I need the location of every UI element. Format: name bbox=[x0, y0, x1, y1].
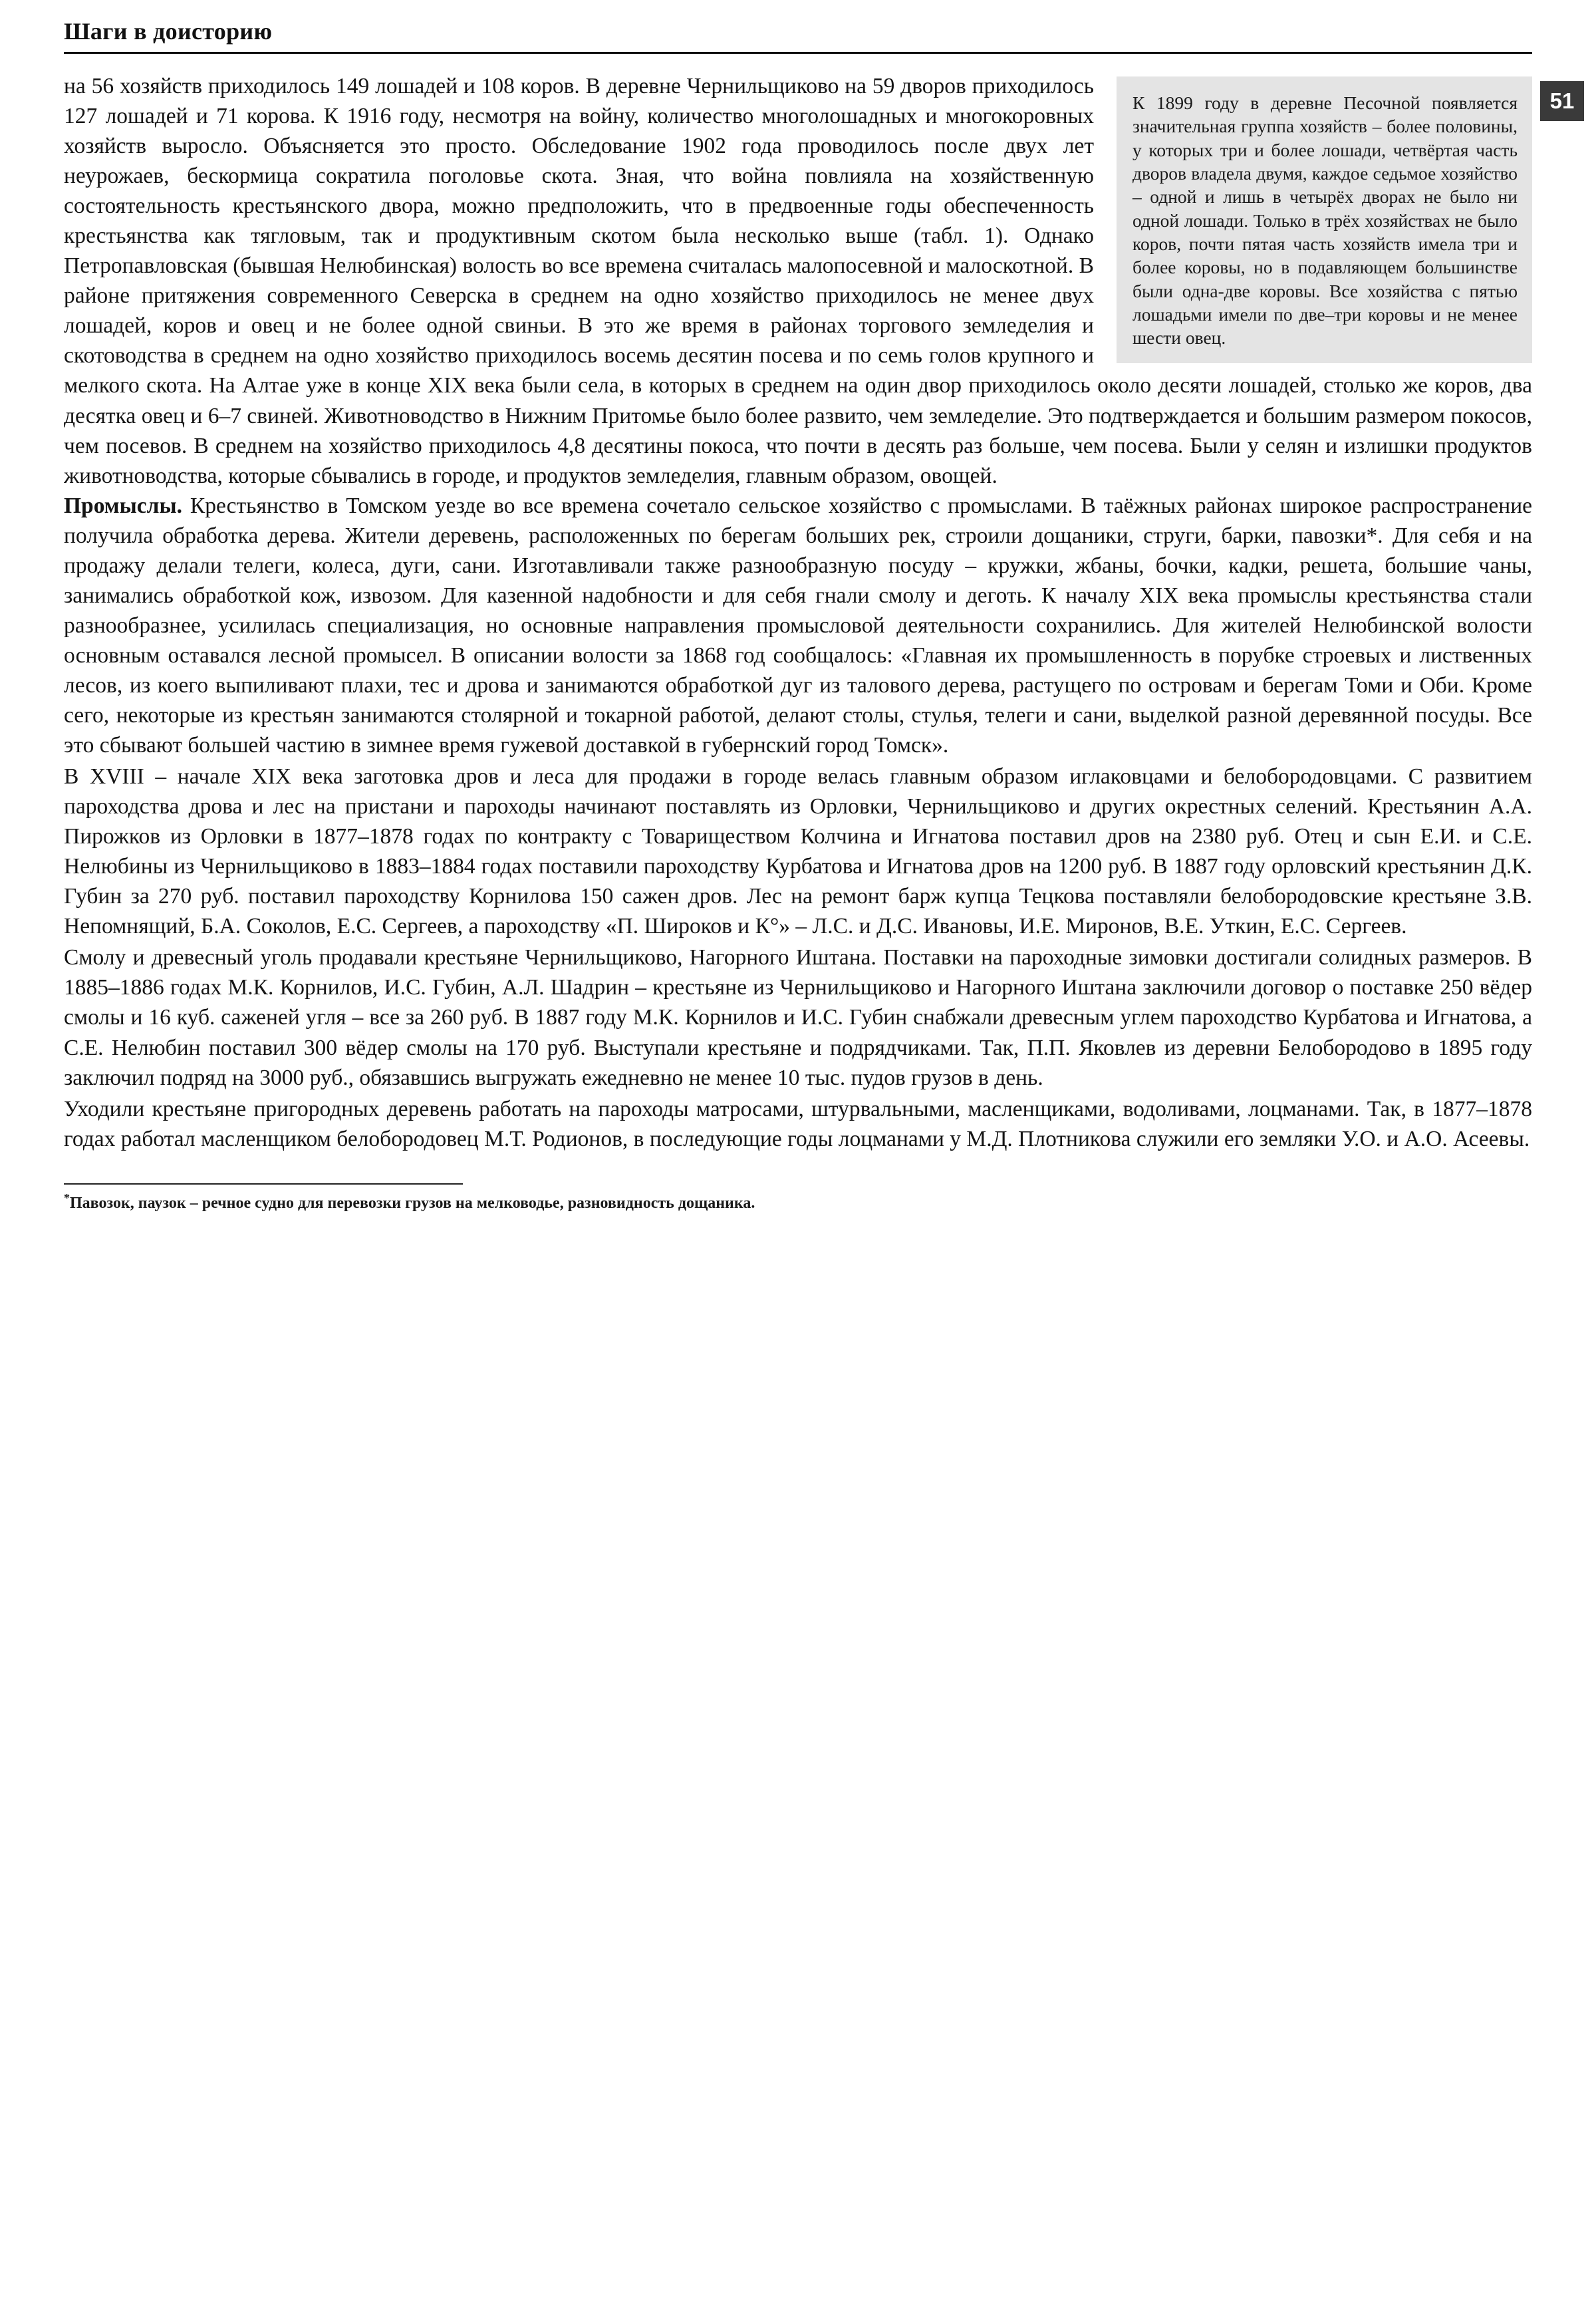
footnote-divider bbox=[64, 1183, 463, 1185]
running-head-divider bbox=[64, 52, 1532, 54]
paragraph-lead-in: Промыслы. bbox=[64, 493, 182, 518]
footnote-marker: * bbox=[64, 1191, 70, 1205]
paragraph: Уходили крестьяне пригородных деревень работать на пароходы матросами, штурвальными, масленщиками, водоливами, лоцманами. Так, в 1877–1878 годах работал масленщиком белобородовец М.Т. Родионов, в последующие годы лоцманами у М.Д. Плотникова служили его земляки У.О. и А.О. Асеевы. bbox=[64, 1096, 1532, 1151]
page-number-badge bbox=[1540, 81, 1584, 121]
footnote bbox=[64, 1191, 1532, 1213]
paragraph: Смолу и древесный уголь продавали крестьяне Чернильщиково, Нагорного Иштана. Поставки на пароходные зимовки достигали солидных размеров. В 1885–1886 годах М.К. Корнилов, И.С. Губин, А.Л. Шадрин – крестьяне из Чернильщиково и Нагорного Иштана заключили договор о поставке 250 вёдер смолы и 16 куб. саженей угля – все за 260 руб. В 1887 году М.К. Корнилов и И.С. Губин снабжали древесным углем пароходство Курбатова и Игнатова, а С.Е. Нелюбин поставил 300 вёдер смолы на 170 руб. Выступали крестьяне и подрядчиками. Так, П.П. Яковлев из деревни Белобородово в 1895 году заключил подряд на 3000 руб., обязавшись выгружать ежедневно не менее 10 тыс. пудов грузов в день. bbox=[64, 945, 1532, 1090]
sidebar-callout bbox=[1117, 76, 1532, 363]
running-head bbox=[64, 0, 1532, 45]
page-number: 51 bbox=[1549, 88, 1575, 113]
paragraph-text: Крестьянство в Томском уезде во все времена сочетало сельское хозяйство с промыслами. В таёжных районах широкое распространение получила обработка дерева. Жители деревень, расположенных по берегам больших рек, строили дощаники, струги, барки, павозки*. Для себя и на продажу делали телеги, колеса, дуги, сани. Изготавливали также разнообразную посуду – кружки, жбаны, бочки, кадки, решета, большие чаны, занимались обработкой кож, извозом. Для казенной надобности и для себя гнали смолу и деготь. К началу XIX века промыслы крестьянства стали разнообразнее, усилилась специализация, но основные направления промысловой деятельности сохранились. Для жителей Нелюбинской волости основным оставался лесной промысел. В описании волости за 1868 год сообщалось: «Главная их промышленность в порубке строевых и лиственных лесов, из коего выпиливают плахи, тес и дрова и занимаются обработкой дуг из талового дерева, растущего по островам и берегам Томи и Оби. Кроме сего, некоторые из крестьян занимаются столярной и токарной работой, делают столы, стулья, телеги и сани, выделкой разной деревянной посуды. Все это сбывают большей частию в зимнее время гужевой доставкой в губернский город Томск». bbox=[64, 493, 1532, 758]
paragraph: В XVIII – начале XIX века заготовка дров и леса для продажи в городе велась главным образом иглаковцами и белобородовцами. С развитием пароходства дрова и лес на пристани и пароходы начинают поставлять из Орловки, Чернильщиково и других окрестных селений. Крестьянин А.А. Пирожков из Орловки в 1877–1878 годах по контракту с Товариществом Колчина и Игнатова поставил дров на 2380 руб. Отец и сын Е.И. и С.Е. Нелюбины из Чернильщиково в 1883–1884 годах поставили пароходству Курбатова и Игнатова дров на 1200 руб. В 1887 году орловский крестьянин Д.К. Губин за 270 руб. поставил пароходству Корнилова 150 сажен дров. Лес на ремонт барж купца Тецкова поставляли белобородовские крестьяне З.В. Непомнящий, Б.А. Соколов, Е.С. Сергеев, а пароходству «П. Широков и К°» – Л.С. и Д.С. Ивановы, И.Е. Миронов, В.Е. Уткин, Е.С. Сергеев. bbox=[64, 764, 1532, 939]
paragraph: на 56 хозяйств приходилось 149 лошадей и 108 коров. В деревне Чернильщиково на 59 дворов приходилось 127 лошадей и 71 корова. К 1916 году, несмотря на войну, количество многолошадных и многокоровных хозяйств выросло. Объясняется это просто. Обследование 1902 года проводилось после двух лет неурожаев, бескормица сократила поголовье скота. Зная, что война повлияла на хозяйственную состоятельность крестьянского двора, можно предположить, что в предвоенные годы обеспеченность крестьянства как тягловым, так и продуктивным скотом была несколько выше (табл. 1). Однако Петропавловская (бывшая Нелюбинская) волость во все времена считалась малопосевной и малоскотной. В районе притяжения современного Северска в среднем на одно хозяйство приходилось не менее двух лошадей, коров и овец и не более одной свиньи. В это же время в районах торгового земледелия и скотоводства в среднем на одно хозяйство приходилось восемь десятин посева и по семь голов крупного и мелкого скота. На Алтае уже в конце XIX века были села, в которых в среднем на один двор приходилось около десяти лошадей, столько же коров, два десятка овец и 6–7 свиней. Животноводство в Нижним Притомье было более развито, чем земледелие. Это подтверждается и большим размером покосов, чем посевов. В среднем на хозяйство приходилось 4,8 десятины покоса, что почти в десять раз больше, чем посева. Были у селян и излишки продуктов животноводства, которые сбывались в городе, и продуктов земледелия, главным образом, овощей. bbox=[64, 74, 1532, 488]
sidebar-callout-text: К 1899 году в деревне Песочной появляется значительная группа хозяйств – более половины, у которых три и более лошади, четвёртая часть дворов владела двумя, каждое седьмое хозяйство – одной и лишь в четырёх дворах не было ни одной лошади. Только в трёх хозяйствах не было коров, почти пятая часть хозяйств имела три и более коровы, но в подавляющем большинстве были одна-две коровы. Все хозяйства с пятью лошадьми имели по две–три коровы и не менее шести овец. bbox=[1132, 92, 1518, 349]
paragraph-promysly bbox=[64, 491, 1532, 760]
footnote-section bbox=[64, 1183, 1532, 1213]
article-body bbox=[64, 71, 1532, 1154]
footnote-text: Павозок, паузок – речное судно для перевозки грузов на мелководье, разновидность дощаника. bbox=[70, 1194, 755, 1212]
running-head-title: Шаги в доисторию bbox=[64, 18, 273, 45]
first-block-with-callout bbox=[64, 71, 1532, 491]
